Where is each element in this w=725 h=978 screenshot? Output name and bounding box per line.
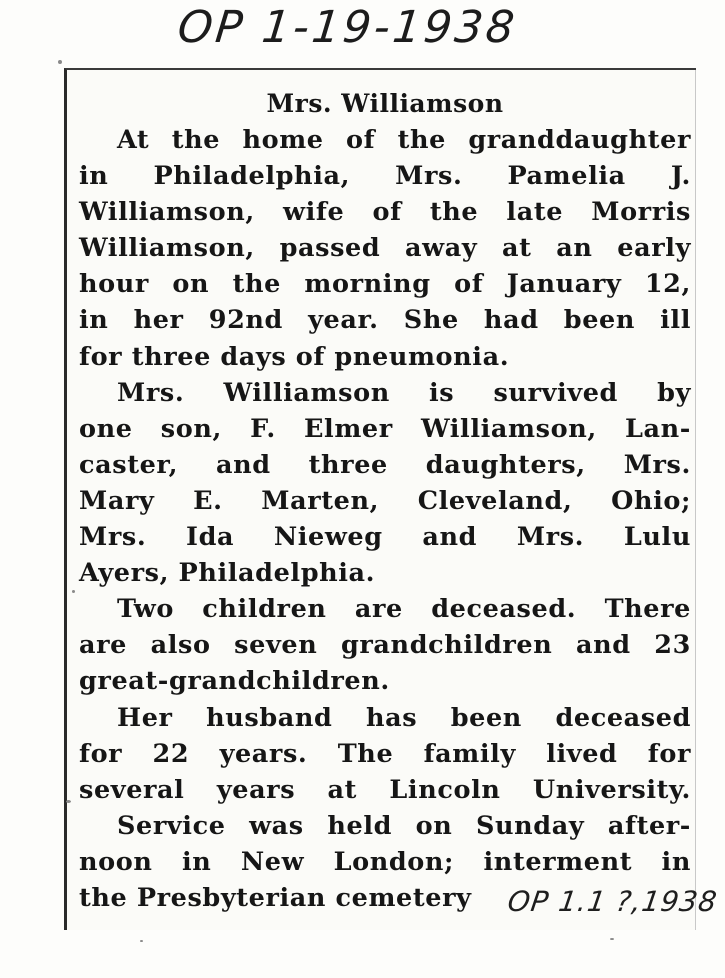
clipping-edge — [695, 70, 696, 930]
article-line: for 22 years. The family lived for — [79, 738, 691, 769]
article-line: noon in New London; interment in — [79, 846, 691, 877]
article-line: the Presbyterian cemetery — [79, 882, 472, 913]
article-line: for three days of pneumonia. — [79, 341, 510, 372]
newspaper-clipping — [64, 68, 696, 930]
article-line: hour on the morning of January 12, — [79, 269, 691, 300]
article-line: are also seven grandchildren and 23 — [79, 630, 691, 661]
article-line: Williamson, passed away at an early — [79, 233, 691, 264]
scan-speck — [66, 800, 71, 803]
article-line: Mrs. Ida Nieweg and Mrs. Lulu — [79, 522, 691, 553]
scan-speck — [58, 60, 62, 64]
article-line: Ayers, Philadelphia. — [79, 558, 376, 589]
scan-speck — [72, 590, 75, 593]
article-line: caster, and three daughters, Mrs. — [79, 449, 691, 480]
article-line: Her husband has been deceased — [117, 702, 691, 733]
article-line: At the home of the granddaughter — [117, 125, 691, 155]
article-headline: Mrs. Williamson — [266, 89, 504, 118]
handwritten-date-top: OP 1-19-1938 — [175, 2, 520, 53]
article-line: in her 92nd year. She had been ill — [79, 305, 691, 336]
article-column — [79, 86, 691, 916]
handwritten-date-bottom: OP 1.1 ?,1938 — [505, 885, 720, 918]
article-line: several years at Lincoln University. — [79, 774, 691, 805]
article-line: Service was held on Sunday after- — [117, 810, 691, 841]
article-line: Williamson, wife of the late Morris — [79, 197, 691, 228]
article-line: Mrs. Williamson is survived by — [117, 377, 691, 408]
article-line: Mary E. Marten, Cleveland, Ohio; — [79, 485, 691, 516]
article-line: in Philadelphia, Mrs. Pamelia J. — [79, 161, 691, 192]
article-line: Two children are deceased. There — [117, 594, 691, 625]
article-line: one son, F. Elmer Williamson, Lan- — [79, 413, 691, 444]
scan-speck — [610, 938, 614, 940]
article-line: great-grandchildren. — [79, 666, 390, 697]
scan-speck — [140, 940, 143, 942]
